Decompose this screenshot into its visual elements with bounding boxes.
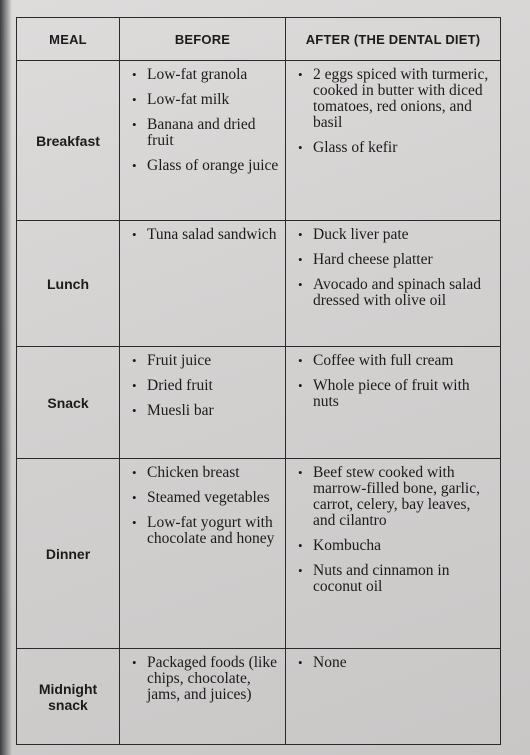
table-row [17, 649, 501, 745]
table-row [17, 61, 501, 221]
item-text: Low-fat yogurt with chocolate and honey [147, 514, 275, 547]
before-cell [120, 61, 286, 221]
after-list [296, 227, 494, 309]
before-cell [120, 649, 286, 745]
bullet-icon: • [132, 158, 137, 173]
list-item [130, 353, 279, 369]
bullet-icon: • [298, 252, 303, 267]
item-text: Duck liver pate [313, 226, 409, 243]
header-meal: MEAL [17, 18, 120, 61]
table-row [17, 459, 501, 649]
list-item [296, 563, 494, 595]
list-item [130, 403, 279, 419]
list-item [130, 227, 279, 243]
page-shadow [0, 0, 12, 755]
bullet-icon: • [298, 140, 303, 155]
item-text: Muesli bar [147, 402, 214, 419]
list-item [296, 140, 494, 156]
before-list [130, 655, 279, 703]
list-item [130, 67, 279, 83]
header-before: BEFORE [120, 18, 286, 61]
before-list [130, 67, 279, 174]
meal-cell: Lunch [17, 221, 120, 347]
list-item [296, 67, 494, 131]
item-text: Banana and dried fruit [147, 116, 256, 149]
list-item [130, 378, 279, 394]
item-text: Dried fruit [147, 377, 213, 394]
item-text: Whole piece of fruit with nuts [313, 377, 470, 410]
list-item [130, 158, 279, 174]
bullet-icon: • [132, 353, 137, 368]
bullet-icon: • [132, 403, 137, 418]
after-list [296, 655, 494, 671]
bullet-icon: • [298, 563, 303, 578]
item-text: Beef stew cooked with marrow-filled bone, garlic, carrot, celery, bay leaves, and cilantro [313, 464, 480, 529]
list-item [130, 655, 279, 703]
after-list [296, 465, 494, 595]
before-list [130, 353, 279, 419]
list-item [296, 538, 494, 554]
list-item [130, 117, 279, 149]
bullet-icon: • [298, 378, 303, 393]
table-row [17, 347, 501, 459]
before-cell [120, 221, 286, 347]
list-item [130, 515, 279, 547]
list-item [296, 353, 494, 369]
list-item [296, 378, 494, 410]
item-text: Low-fat granola [147, 66, 248, 83]
bullet-icon: • [132, 515, 137, 530]
item-text: Nuts and cinnamon in coconut oil [313, 562, 450, 595]
bullet-icon: • [298, 227, 303, 242]
item-text: Low-fat milk [147, 91, 230, 108]
table-body [17, 61, 501, 745]
diet-comparison-table [16, 17, 501, 745]
item-text: Fruit juice [147, 352, 212, 369]
before-cell [120, 459, 286, 649]
after-cell [286, 649, 501, 745]
header-after: AFTER (THE DENTAL DIET) [286, 18, 501, 61]
item-text: Hard cheese platter [313, 251, 433, 268]
item-text: Steamed vegetables [147, 489, 270, 506]
list-item [296, 655, 494, 671]
bullet-icon: • [298, 353, 303, 368]
meal-cell: Dinner [17, 459, 120, 649]
list-item [296, 252, 494, 268]
meal-cell: Midnight snack [17, 649, 120, 745]
bullet-icon: • [132, 67, 137, 82]
bullet-icon: • [298, 67, 303, 82]
bullet-icon: • [298, 465, 303, 480]
table-header-row [17, 18, 501, 61]
item-text: Avocado and spinach salad dressed with olive oil [313, 276, 482, 309]
item-text: Kombucha [313, 537, 382, 554]
item-text: 2 eggs spiced with turmeric, cooked in butter with diced tomatoes, red onions, and basil [313, 66, 489, 131]
before-list [130, 227, 279, 243]
before-list [130, 465, 279, 547]
list-item [296, 465, 494, 529]
bullet-icon: • [298, 655, 303, 670]
bullet-icon: • [132, 465, 137, 480]
after-cell [286, 221, 501, 347]
bullet-icon: • [132, 92, 137, 107]
meal-cell: Breakfast [17, 61, 120, 221]
bullet-icon: • [132, 490, 137, 505]
item-text: Tuna salad sandwich [147, 226, 277, 243]
list-item [296, 277, 494, 309]
item-text: Coffee with full cream [313, 352, 454, 369]
meal-cell: Snack [17, 347, 120, 459]
item-text: None [313, 654, 347, 671]
bullet-icon: • [298, 538, 303, 553]
table-row [17, 221, 501, 347]
after-cell [286, 61, 501, 221]
list-item [296, 227, 494, 243]
before-cell [120, 347, 286, 459]
item-text: Packaged foods (like chips, chocolate, jams, and juices) [147, 654, 277, 703]
list-item [130, 490, 279, 506]
bullet-icon: • [132, 655, 137, 670]
item-text: Glass of orange juice [147, 157, 279, 174]
bullet-icon: • [132, 117, 137, 132]
list-item [130, 465, 279, 481]
after-list [296, 67, 494, 156]
item-text: Glass of kefir [313, 139, 398, 156]
bullet-icon: • [298, 277, 303, 292]
item-text: Chicken breast [147, 464, 240, 481]
after-cell [286, 459, 501, 649]
bullet-icon: • [132, 378, 137, 393]
bullet-icon: • [132, 227, 137, 242]
after-list [296, 353, 494, 410]
list-item [130, 92, 279, 108]
after-cell [286, 347, 501, 459]
